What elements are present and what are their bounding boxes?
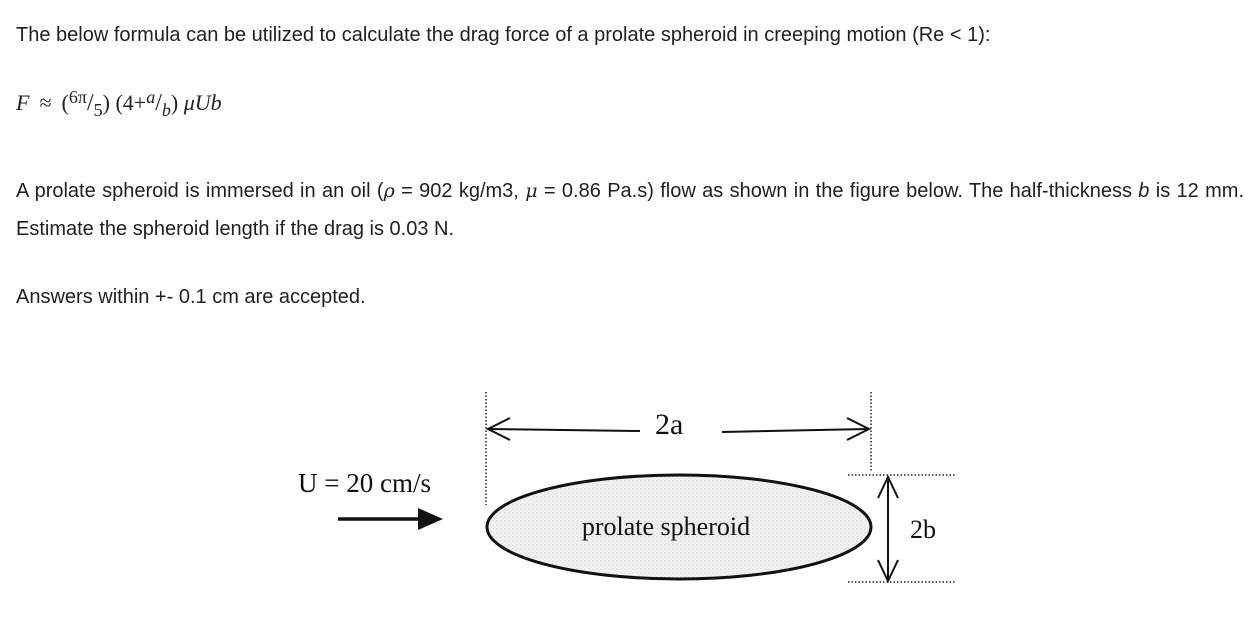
problem-statement: A prolate spheroid is immersed in an oil (ρ = 902 kg/m3, μ = 0.86 Pa.s) flow as shown in the figure below. The half-thickness b is 12 mm. Estimate the spheroid length if the drag is 0.03 N. bbox=[16, 180, 1245, 240]
formula-a: a bbox=[146, 87, 156, 107]
drag-formula: $F \approx (^{6\pi}/_5)$ $(4+^a/_b)$ μUb bbox=[16, 87, 222, 120]
formula-five: 5 bbox=[93, 100, 103, 120]
formula-mu-u-b: μUb bbox=[183, 90, 222, 115]
velocity-label: U = 20 cm/s bbox=[298, 468, 431, 498]
thickness-dimension-arrow bbox=[878, 477, 898, 581]
formula-b: b bbox=[161, 100, 171, 120]
formula-approx-symbol: ≈ bbox=[39, 90, 52, 115]
answers-note: Answers within +- 0.1 cm are accepted. bbox=[16, 286, 366, 308]
formula-force-symbol: F bbox=[16, 90, 30, 115]
flow-arrow bbox=[338, 508, 443, 530]
mu-symbol: μ bbox=[525, 180, 538, 202]
thickness-label: 2b bbox=[910, 515, 936, 544]
spheroid-label: prolate spheroid bbox=[581, 512, 751, 541]
intro-text: The below formula can be utilized to calculate the drag force of a prolate spheroid in creeping motion (Re < 1): bbox=[16, 24, 991, 46]
formula-six-pi: 6π bbox=[68, 87, 87, 107]
b-symbol: b bbox=[1138, 180, 1150, 202]
length-label: 2a bbox=[655, 408, 684, 441]
formula-four-plus: (4+ bbox=[115, 90, 147, 115]
rho-symbol: ρ bbox=[383, 180, 395, 202]
